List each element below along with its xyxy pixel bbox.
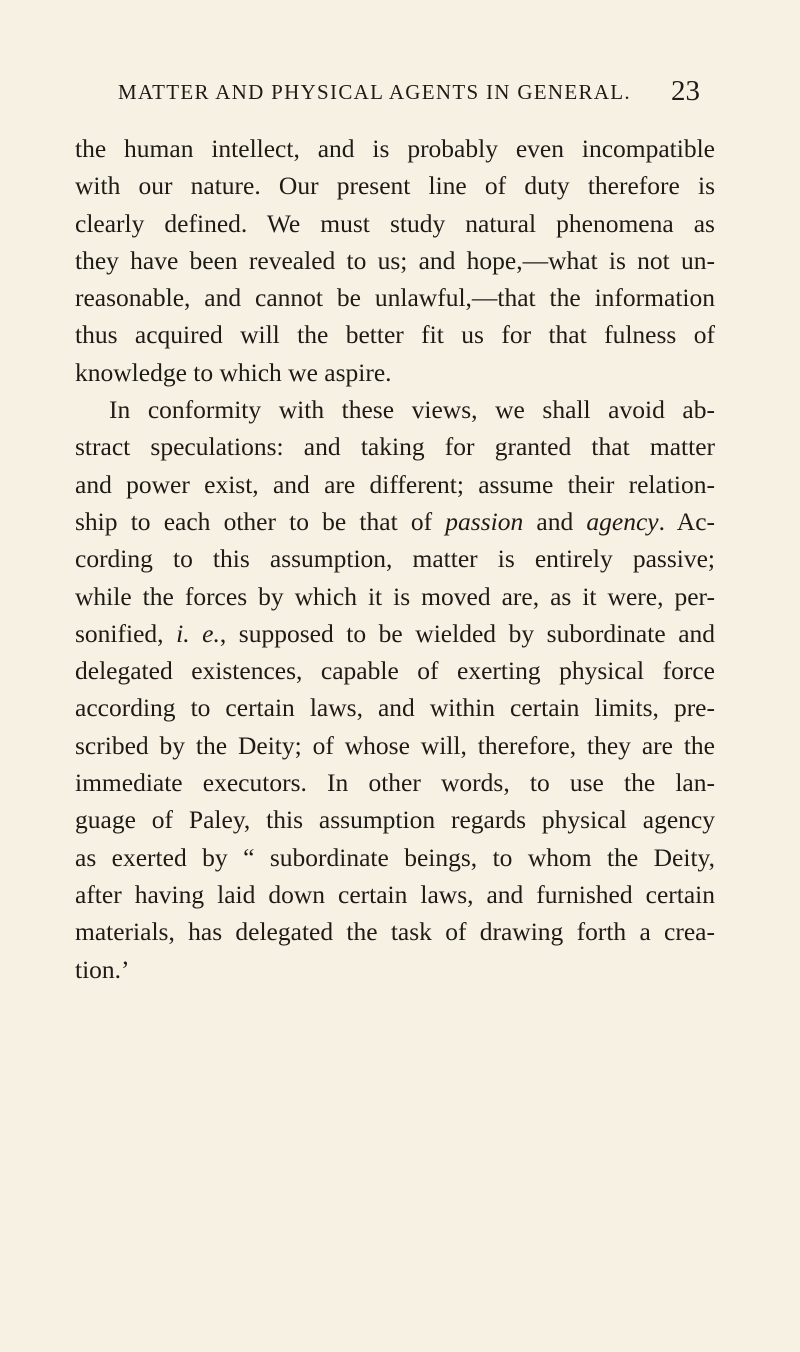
text-line: after having laid down certain laws, and furnished certain	[75, 879, 715, 909]
running-head: MATTER AND PHYSICAL AGENTS IN GENERAL.	[118, 80, 631, 104]
text-line: thus acquired will the better fit us for that fulness of	[75, 320, 715, 350]
text-line: delegated existences, capable of exerting physical force	[75, 656, 715, 686]
text-line: guage of Paley, this assumption regards physical agency	[75, 805, 715, 835]
text-line: as exerted by “ subordinate beings, to whom the Deity,	[75, 842, 715, 872]
text-run: ship to each other to be that of	[75, 506, 446, 536]
text-line-with-italics	[75, 503, 715, 540]
text-line: according to certain laws, and within certain limits, pre-	[75, 693, 715, 723]
text-run: sonified,	[75, 618, 177, 648]
text-line: materials, has delegated the task of drawing forth a crea-	[75, 917, 715, 947]
text-line: immediate executors. In other words, to use the lan-	[75, 768, 715, 798]
text-line: reasonable, and cannot be unlawful,—that the information	[75, 283, 715, 313]
text-line: while the forces by which it is moved are, as it were, per-	[75, 581, 715, 611]
text-line: scribed by the Deity; of whose will, therefore, they are the	[75, 730, 715, 760]
paragraph-end-line: tion.’	[75, 954, 130, 984]
text-line: the human intellect, and is probably even incompatible	[75, 134, 715, 163]
text-run: . Ac-	[658, 506, 715, 536]
text-line: with our nature. Our present line of duty therefore is	[75, 171, 715, 201]
text-line: they have been revealed to us; and hope,—what is not un-	[75, 245, 715, 275]
text-run: and	[523, 506, 587, 536]
italic-term-agency: agency	[586, 506, 659, 536]
paragraph-start-line: In conformity with these views, we shall avoid ab-	[109, 395, 715, 425]
italic-term-passion: passion	[445, 506, 524, 536]
text-run: , supposed to be wielded by subordinate and	[219, 618, 716, 648]
page-header	[118, 75, 700, 116]
text-line: cording to this assumption, matter is entirely passive;	[75, 544, 715, 574]
page-number: 23	[671, 75, 700, 107]
text-line: clearly defined. We must study natural phenomena as	[75, 208, 715, 238]
body-text	[75, 130, 715, 988]
paragraph-end-line: knowledge to which we aspire.	[75, 357, 392, 387]
text-line: and power exist, and are different; assume their relation-	[75, 469, 715, 499]
text-line-with-italics	[75, 615, 715, 652]
text-line: stract speculations: and taking for granted that matter	[75, 432, 715, 462]
italic-abbreviation-ie: i. e.	[176, 618, 220, 648]
